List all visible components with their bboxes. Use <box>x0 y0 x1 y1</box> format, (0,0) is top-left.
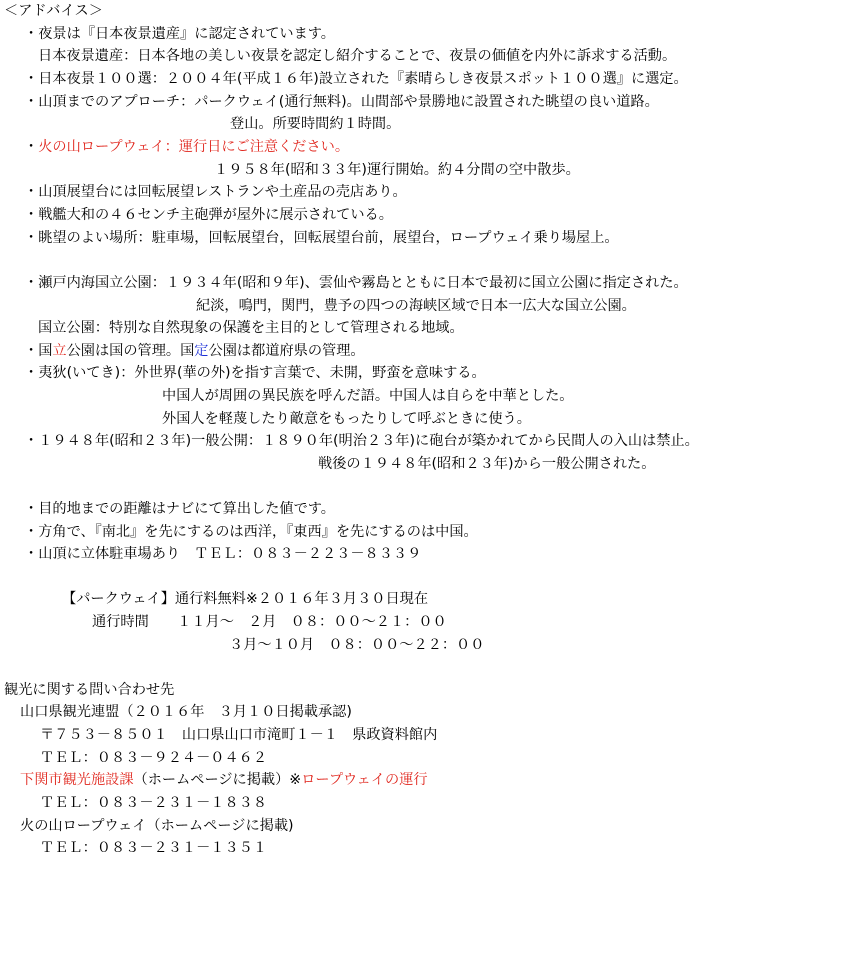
advice-line: ・山頂展望台には回転展望レストランや土産品の売店あり。 <box>24 184 407 200</box>
advice-heading: ＜アドバイス＞ <box>4 3 103 19</box>
advice-line: ・戦艦大和の４６センチ主砲弾が屋外に展示されている。 <box>24 207 393 223</box>
ropeway-operation-note: ロープウェイの運行 <box>301 772 428 788</box>
advice-line: ・山頂に立体駐車場あり ＴＥＬ：０８３－２２３－８３３９ <box>24 546 422 562</box>
contact-line-city <box>20 769 428 791</box>
text-segment: 公園は国の管理。国 <box>66 343 195 359</box>
advice-line: ・山頂までのアプローチ：パークウェイ(通行無料)。山間部や景勝地に設置された眺望の良い道路。 <box>24 94 659 110</box>
advice-line-park-management <box>24 340 365 362</box>
ropeway-notice: 火の山ロープウェイ：運行日にご注意ください。 <box>38 139 350 155</box>
contact-tel: ＴＥＬ：０８３－２３１－１８３８ <box>40 795 268 811</box>
advice-line: ・瀬戸内海国立公園：１９３４年(昭和９年)、雲仙や霧島とともに日本で最初に国立公園に指定された。 <box>24 275 688 291</box>
city-office-name: 下関市観光施設課 <box>20 772 134 788</box>
advice-line: ・眺望のよい場所：駐車場，回転展望台，回転展望台前，展望台，ロープウェイ乗り場屋上。 <box>24 230 619 246</box>
contact-tel: ＴＥＬ：０８３－９２４－０４６２ <box>40 750 268 766</box>
advice-line: 国立公園：特別な自然現象の保護を主目的として管理される地域。 <box>38 320 464 336</box>
advice-line: 紀淡，鳴門，関門，豊予の四つの海峡区域で日本一広大な国立公園。 <box>196 298 636 314</box>
text-segment: 公園は都道府県の管理。 <box>208 343 365 359</box>
text-segment: ・国 <box>24 343 53 359</box>
contacts-heading: 観光に関する問い合わせ先 <box>4 682 175 698</box>
contact-tel: ＴＥＬ：０８３－２３１－１３５１ <box>40 840 268 856</box>
advice-line: ・１９４８年(昭和２３年)一般公開：１８９０年(明治２３年)に砲台が築かれてから民間人の入山は禁止。 <box>24 433 699 449</box>
advice-line: 日本夜景遺産：日本各地の美しい夜景を認定し紹介することで、夜景の価値を内外に訴求する活動。 <box>38 48 677 64</box>
parkway-hours: ３月～１０月 ０８：００～２２：００ <box>229 637 485 653</box>
advice-line: ・目的地までの距離はナビにて算出した値です。 <box>24 501 335 517</box>
contact-line: 山口県観光連盟（２０１６年 ３月１０日掲載承認) <box>20 704 352 720</box>
advice-line: 中国人が周囲の異民族を呼んだ語。中国人は自らを中華とした。 <box>162 388 574 404</box>
advice-line: 戦後の１９４８年(昭和２３年)から一般公開された。 <box>318 456 656 472</box>
bullet: ・ <box>24 139 39 155</box>
advice-line: ・日本夜景１００選：２００４年(平成１６年)設立された『素晴らしき夜景スポット１００選』に選定。 <box>24 71 688 87</box>
advice-line: 外国人を軽蔑したり敵意をもったりして呼ぶときに使う。 <box>162 411 531 427</box>
contact-line: 火の山ロープウェイ（ホームページに掲載) <box>20 818 294 834</box>
advice-line: ・方角で、『南北』を先にするのは西洋，『東西』を先にするのは中国。 <box>24 524 478 540</box>
text-segment: （ホームページに掲載）※ <box>133 772 302 788</box>
highlight-ritsu: 立 <box>52 343 67 359</box>
advice-line: ・夷狄(いてき)：外世界(華の外)を指す言葉で、未開，野蛮を意味する。 <box>24 365 486 381</box>
parkway-line: 【パークウェイ】通行料無料※２０１６年３月３０日現在 <box>62 591 429 607</box>
advice-line-ropeway <box>24 136 349 158</box>
parkway-hours: 通行時間 １１月～ ２月 ０８：００～２１：００ <box>92 614 447 630</box>
advice-line: 登山。所要時間約１時間。 <box>230 116 401 132</box>
highlight-tei: 定 <box>194 343 209 359</box>
advice-line: ・夜景は『日本夜景遺産』に認定されています。 <box>24 26 335 42</box>
contact-line: 〒７５３－８５０１ 山口県山口市滝町１－１ 県政資料館内 <box>40 727 438 743</box>
advice-line: １９５８年(昭和３３年)運行開始。約４分間の空中散歩。 <box>214 162 580 178</box>
